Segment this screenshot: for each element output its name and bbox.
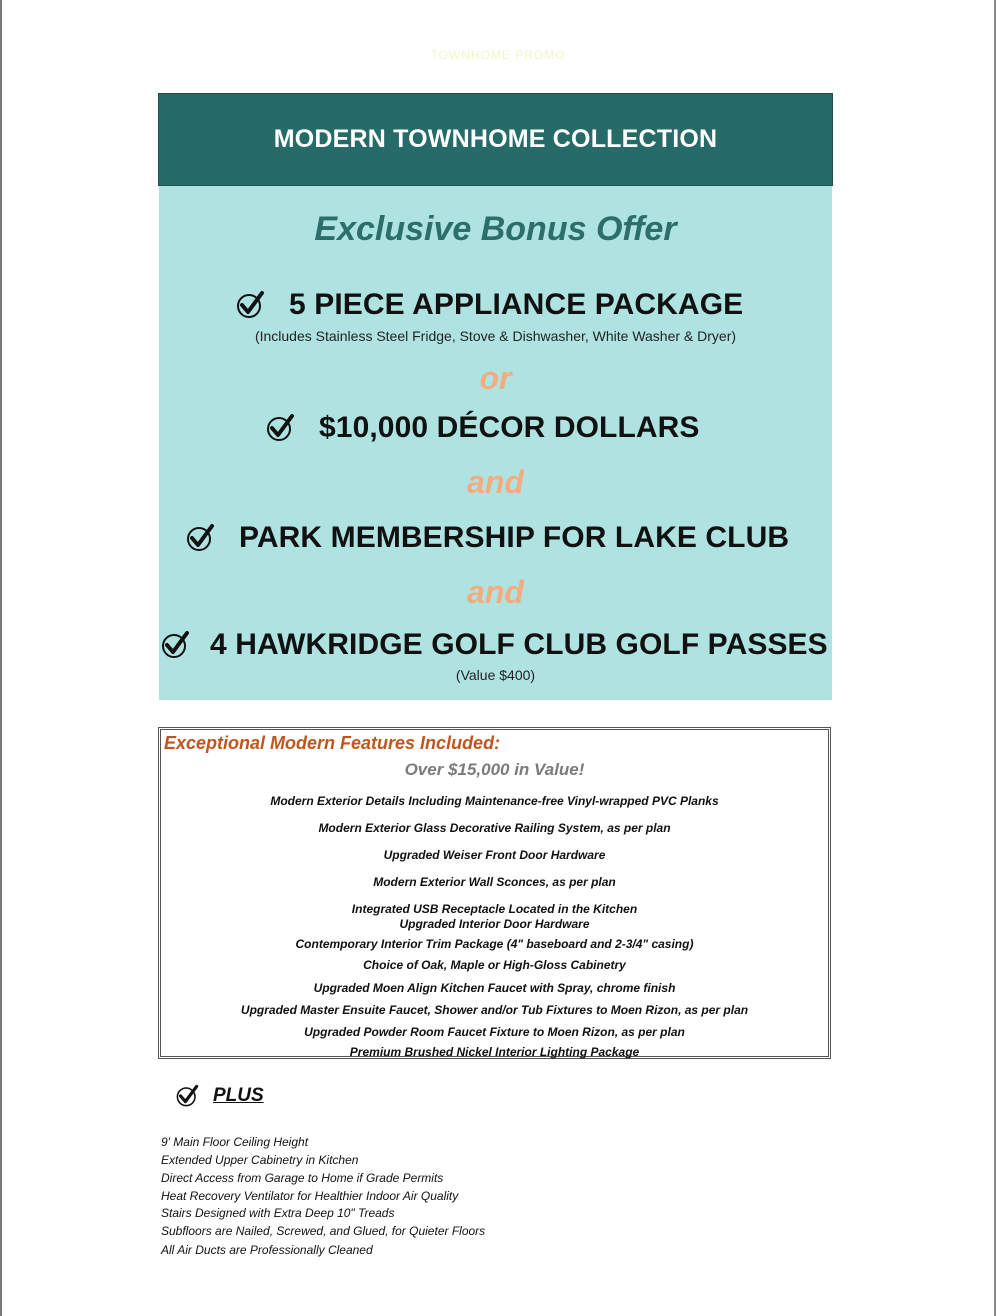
feature-item: Upgraded Weiser Front Door Hardware bbox=[383, 848, 606, 862]
feature-item: Modern Exterior Glass Decorative Railing System, as per plan bbox=[318, 821, 671, 835]
plus-list-item: 9' Main Floor Ceiling Height bbox=[161, 1135, 309, 1149]
offer-item-note: (Value $400) bbox=[455, 667, 536, 683]
plus-list-item: Subfloors are Nailed, Screwed, and Glued, for Quieter Floors bbox=[161, 1224, 486, 1238]
feature-item: Modern Exterior Wall Sconces, as per plan bbox=[373, 875, 616, 889]
features-value: Over $15,000 in Value! bbox=[404, 760, 585, 779]
feature-item: Choice of Oak, Maple or High-Gloss Cabinetry bbox=[363, 958, 626, 972]
feature-item: Premium Brushed Nickel Interior Lighting Package bbox=[349, 1045, 640, 1059]
plus-label: PLUS bbox=[213, 1085, 264, 1106]
checkmark-circle-icon bbox=[160, 630, 190, 660]
feature-item: Integrated USB Receptacle Located in the Kitchen bbox=[351, 902, 638, 916]
offer-item-park bbox=[185, 521, 789, 555]
offer-item-label: $10,000 DÉCOR DOLLARS bbox=[319, 411, 700, 444]
offer-item-label: 5 PIECE APPLIANCE PACKAGE bbox=[289, 288, 744, 321]
plus-heading-row bbox=[175, 1084, 264, 1108]
feature-item: Contemporary Interior Trim Package (4" baseboard and 2-3/4" casing) bbox=[295, 937, 694, 951]
plus-list-item: Heat Recovery Ventilator for Healthier Indoor Air Quality bbox=[161, 1189, 459, 1203]
offer-item-golf bbox=[160, 628, 828, 662]
offer-item-appliance bbox=[235, 288, 743, 322]
offer-item-label: 4 HAWKRIDGE GOLF CLUB GOLF PASSES bbox=[210, 628, 828, 661]
feature-item: Modern Exterior Details Including Maintenance-free Vinyl-wrapped PVC Planks bbox=[270, 794, 719, 808]
checkmark-circle-icon bbox=[265, 413, 295, 443]
plus-list-item: All Air Ducts are Professionally Cleaned bbox=[161, 1243, 373, 1257]
checkmark-circle-icon bbox=[185, 523, 215, 553]
plus-list-item: Stairs Designed with Extra Deep 10" Treads bbox=[161, 1206, 395, 1220]
feature-item: Upgraded Powder Room Faucet Fixture to Moen Rizon, as per plan bbox=[304, 1025, 685, 1039]
feature-item: Upgraded Master Ensuite Faucet, Shower and/or Tub Fixtures to Moen Rizon, as per plan bbox=[240, 1003, 749, 1017]
offer-item-note: (Includes Stainless Steel Fridge, Stove & Dishwasher, White Washer & Dryer) bbox=[254, 328, 737, 344]
feature-item: Upgraded Moen Align Kitchen Faucet with Spray, chrome finish bbox=[313, 981, 676, 995]
checkmark-circle-icon bbox=[175, 1084, 199, 1108]
features-title: Exceptional Modern Features Included: bbox=[164, 733, 501, 753]
connector-and: and bbox=[467, 464, 524, 500]
plus-list-item: Extended Upper Cabinetry in Kitchen bbox=[161, 1153, 359, 1167]
plus-list-item: Direct Access from Garage to Home if Grade Permits bbox=[161, 1171, 444, 1185]
features-panel bbox=[158, 727, 831, 1059]
page-title: MODERN TOWNHOME COLLECTION bbox=[273, 125, 718, 153]
connector-and: and bbox=[467, 574, 524, 610]
faint-header-text: TOWNHOME PROMO bbox=[430, 48, 566, 62]
title-banner bbox=[158, 93, 833, 186]
bonus-offer-panel bbox=[159, 186, 832, 700]
feature-item: Upgraded Interior Door Hardware bbox=[399, 917, 590, 931]
offer-heading: Exclusive Bonus Offer bbox=[314, 210, 677, 248]
connector-or: or bbox=[479, 360, 512, 396]
checkmark-circle-icon bbox=[235, 290, 265, 320]
offer-item-label: PARK MEMBERSHIP FOR LAKE CLUB bbox=[239, 521, 790, 554]
page-edge-left bbox=[0, 0, 2, 1316]
offer-item-decor bbox=[265, 411, 700, 445]
